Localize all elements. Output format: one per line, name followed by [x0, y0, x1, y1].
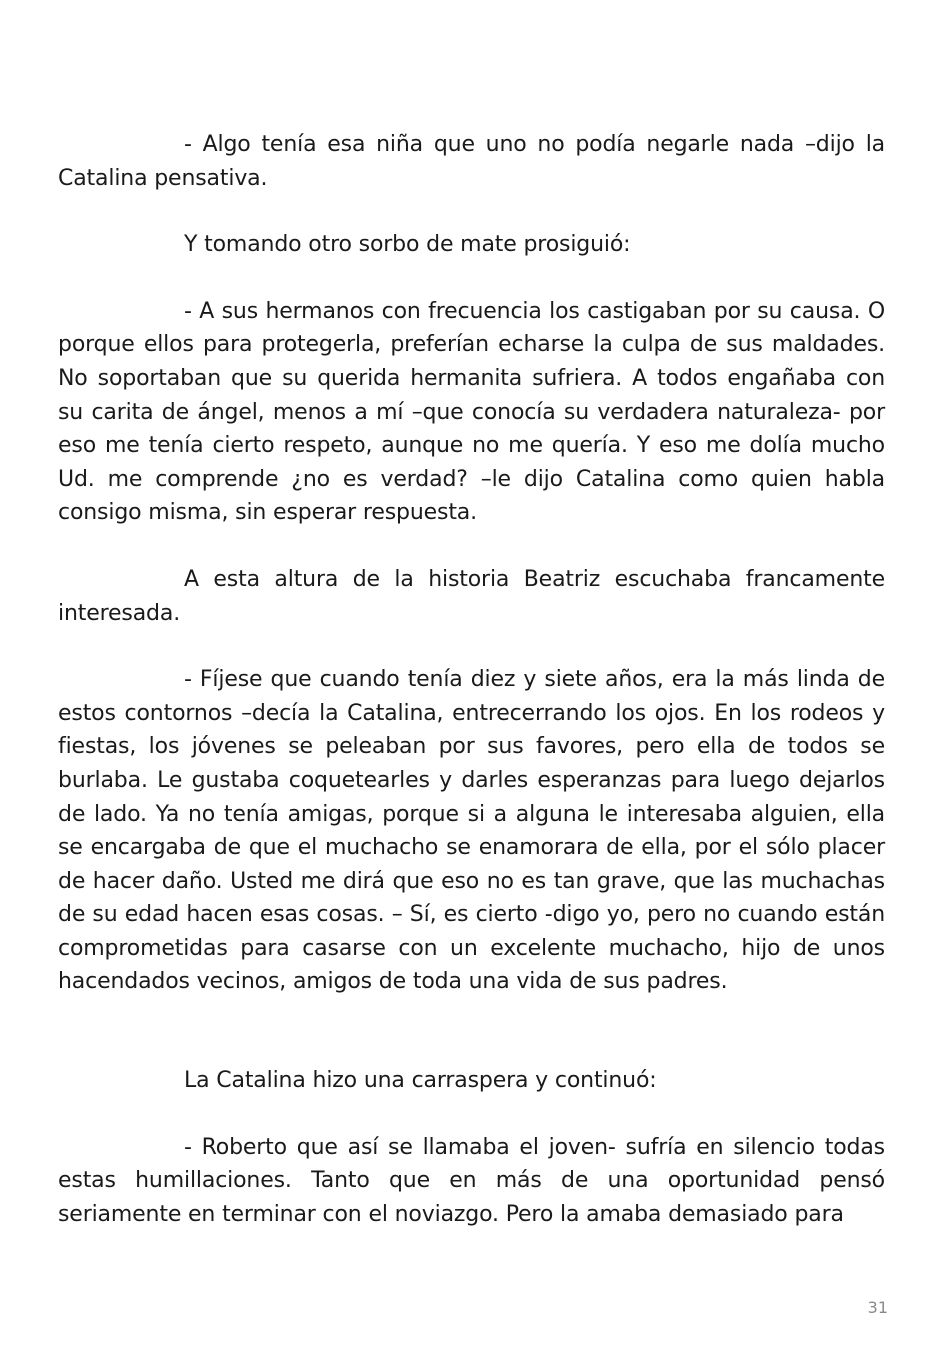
paragraph-spacer — [58, 195, 885, 228]
paragraph-1: - Algo tenía esa niña que uno no podía negarle nada –dijo la Catalina pensativa. — [58, 132, 885, 191]
paragraph-2: Y tomando otro sorbo de mate prosiguió: — [184, 232, 631, 258]
paragraph-spacer — [58, 530, 885, 563]
paragraph-5: - Fíjese que cuando tenía diez y siete años, era la más linda de estos contornos –decía la Catalina, entrecerrando los ojos. En los rodeos y fiestas, los jóvenes se peleaban por sus favores, pero ella de todos se burlaba. Le gustaba coquetearles y darles esperanzas para luego dejarlos de lado. Ya no tenía amigas, porque si a alguna le interesaba alguien, ella se encargaba de que el muchacho se enamorara de ella, por el sólo placer de hacer daño. Usted me dirá que eso no es tan grave, que las muchachas de su edad hacen esas cosas. – Sí, es cierto -digo yo, pero no cuando están comprometidas para casarse con un excelente muchacho, hijo de unos hacendados vecinos, amigos de toda una vida de sus padres. — [58, 667, 885, 995]
paragraph-spacer — [58, 262, 885, 295]
paragraph-4: A esta altura de la historia Beatriz escuchaba francamente interesada. — [58, 566, 885, 626]
paragraph-spacer-large — [58, 999, 885, 1064]
paragraph-spacer — [58, 1098, 885, 1131]
paragraph-3: - A sus hermanos con frecuencia los castigaban por su causa. O porque ellos para protegerla, preferían echarse la culpa de sus maldades. No soportaban que su querida hermanita sufriera. A todos engañaba con su carita de ángel, menos a mí –que conocía su verdadera naturaleza- por eso me tenía cierto respeto, aunque no me quería. Y eso me dolía mucho Ud. me comprende ¿no es verdad? –le dijo Catalina como quien habla consigo misma, sin esperar respuesta. — [58, 298, 885, 526]
paragraph-7: - Roberto que así se llamaba el joven- sufría en silencio todas estas humillaciones. Tanto que en más de una oportunidad pensó seriamente en terminar con el noviazgo. Pero la amaba demasiado para — [58, 1134, 885, 1227]
page-number: 31 — [867, 1298, 888, 1317]
paragraph-spacer — [58, 630, 885, 663]
page-body — [58, 128, 885, 1231]
paragraph-6: La Catalina hizo una carraspera y continuó: — [184, 1068, 657, 1094]
